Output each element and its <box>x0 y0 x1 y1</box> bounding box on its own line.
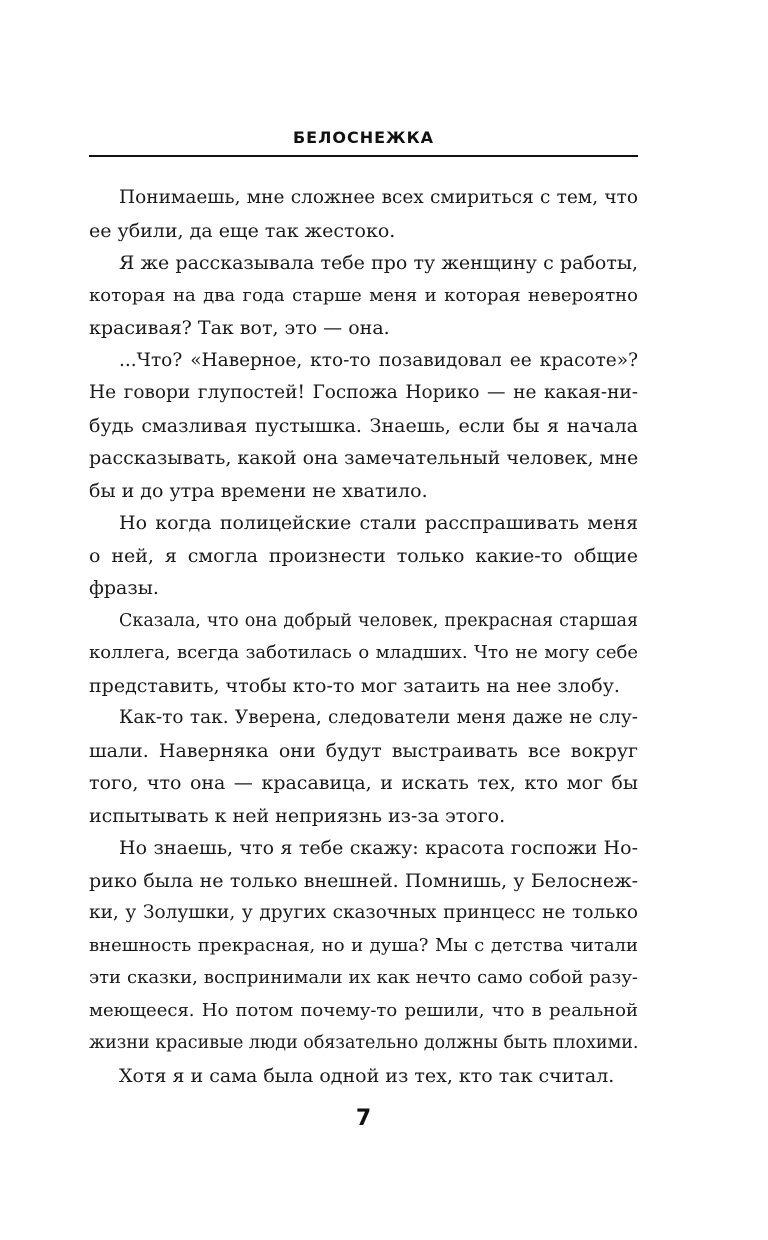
text-line: испытывать к ней неприязнь из-за этого. <box>89 804 506 827</box>
text-line: о ней, я смогла произнести только какие-то общие <box>89 544 638 567</box>
text-line: Я же рассказывала тебе про ту женщину с работы, <box>119 252 638 274</box>
text-line: представить, чтобы кто-то мог затаить на нее злобу. <box>89 674 620 697</box>
text-line: рико была не только внешней. Помнишь, у Белоснеж- <box>89 869 638 892</box>
text-line: шали. Наверняка они будут выстраивать все вокруг <box>89 739 638 762</box>
text-line: рассказывать, какой она замечательный человек, мне <box>89 447 639 469</box>
body-text <box>89 182 638 1092</box>
text-line: ки, у Золушки, у других сказочных принцесс не только <box>89 902 638 923</box>
text-line: Понимаешь, мне сложнее всех смириться с тем, что <box>119 187 638 208</box>
text-line: внешность прекрасная, но и душа? Мы с детства читали <box>89 934 638 956</box>
paragraph <box>89 182 638 247</box>
paragraph <box>89 507 638 605</box>
text-line: фразы. <box>89 577 159 599</box>
text-line: ...Что? «Наверное, кто-то позавидовал ее красоте»? <box>119 349 638 371</box>
text-line: бы и до утра времени не хватило. <box>89 479 428 502</box>
text-line: эти сказки, воспринимали их как нечто само собой разу- <box>89 967 638 988</box>
text-line: того, что она — красавица, и искать тех, кто мог бы <box>89 772 638 794</box>
text-line: жизни красивые люди обязательно должны быть плохими. <box>89 1033 639 1053</box>
paragraph <box>89 247 638 345</box>
paragraph <box>89 832 638 1060</box>
text-line: Как-то так. Уверена, следователи меня даже не слу- <box>119 707 638 728</box>
text-line: которая на два года старше меня и которая невероятно <box>89 284 638 306</box>
text-line: ее убили, да еще так жестоко. <box>89 219 396 242</box>
text-line: Хотя я и сама была одной из тех, кто так считал. <box>119 1064 615 1087</box>
text-line: Но когда полицейские стали расспрашивать меня <box>119 512 638 534</box>
text-line: меющееся. Но потом почему-то решили, что в реальной <box>89 999 638 1021</box>
paragraph <box>89 1060 638 1093</box>
paragraph <box>89 702 638 832</box>
text-line: красивая? Так вот, это — она. <box>89 317 390 339</box>
text-line: Сказала, что она добрый человек, прекрасная старшая <box>119 610 638 631</box>
text-line: Но знаешь, что я тебе скажу: красота госпожи Но- <box>119 837 638 859</box>
text-line: будь смазливая пустышка. Знаешь, если бы я начала <box>89 414 638 437</box>
text-line: Не говори глупостей! Госпожа Норико — не какая-ни- <box>89 382 638 403</box>
paragraph <box>89 345 638 508</box>
paragraph <box>89 605 638 703</box>
running-head-title: БЕЛОСНЕЖКА <box>292 128 435 147</box>
header-rule <box>89 155 638 157</box>
text-line: коллега, всегда заботилась о младших. Что не могу себе <box>89 642 638 663</box>
page-number: 7 <box>355 1106 372 1131</box>
